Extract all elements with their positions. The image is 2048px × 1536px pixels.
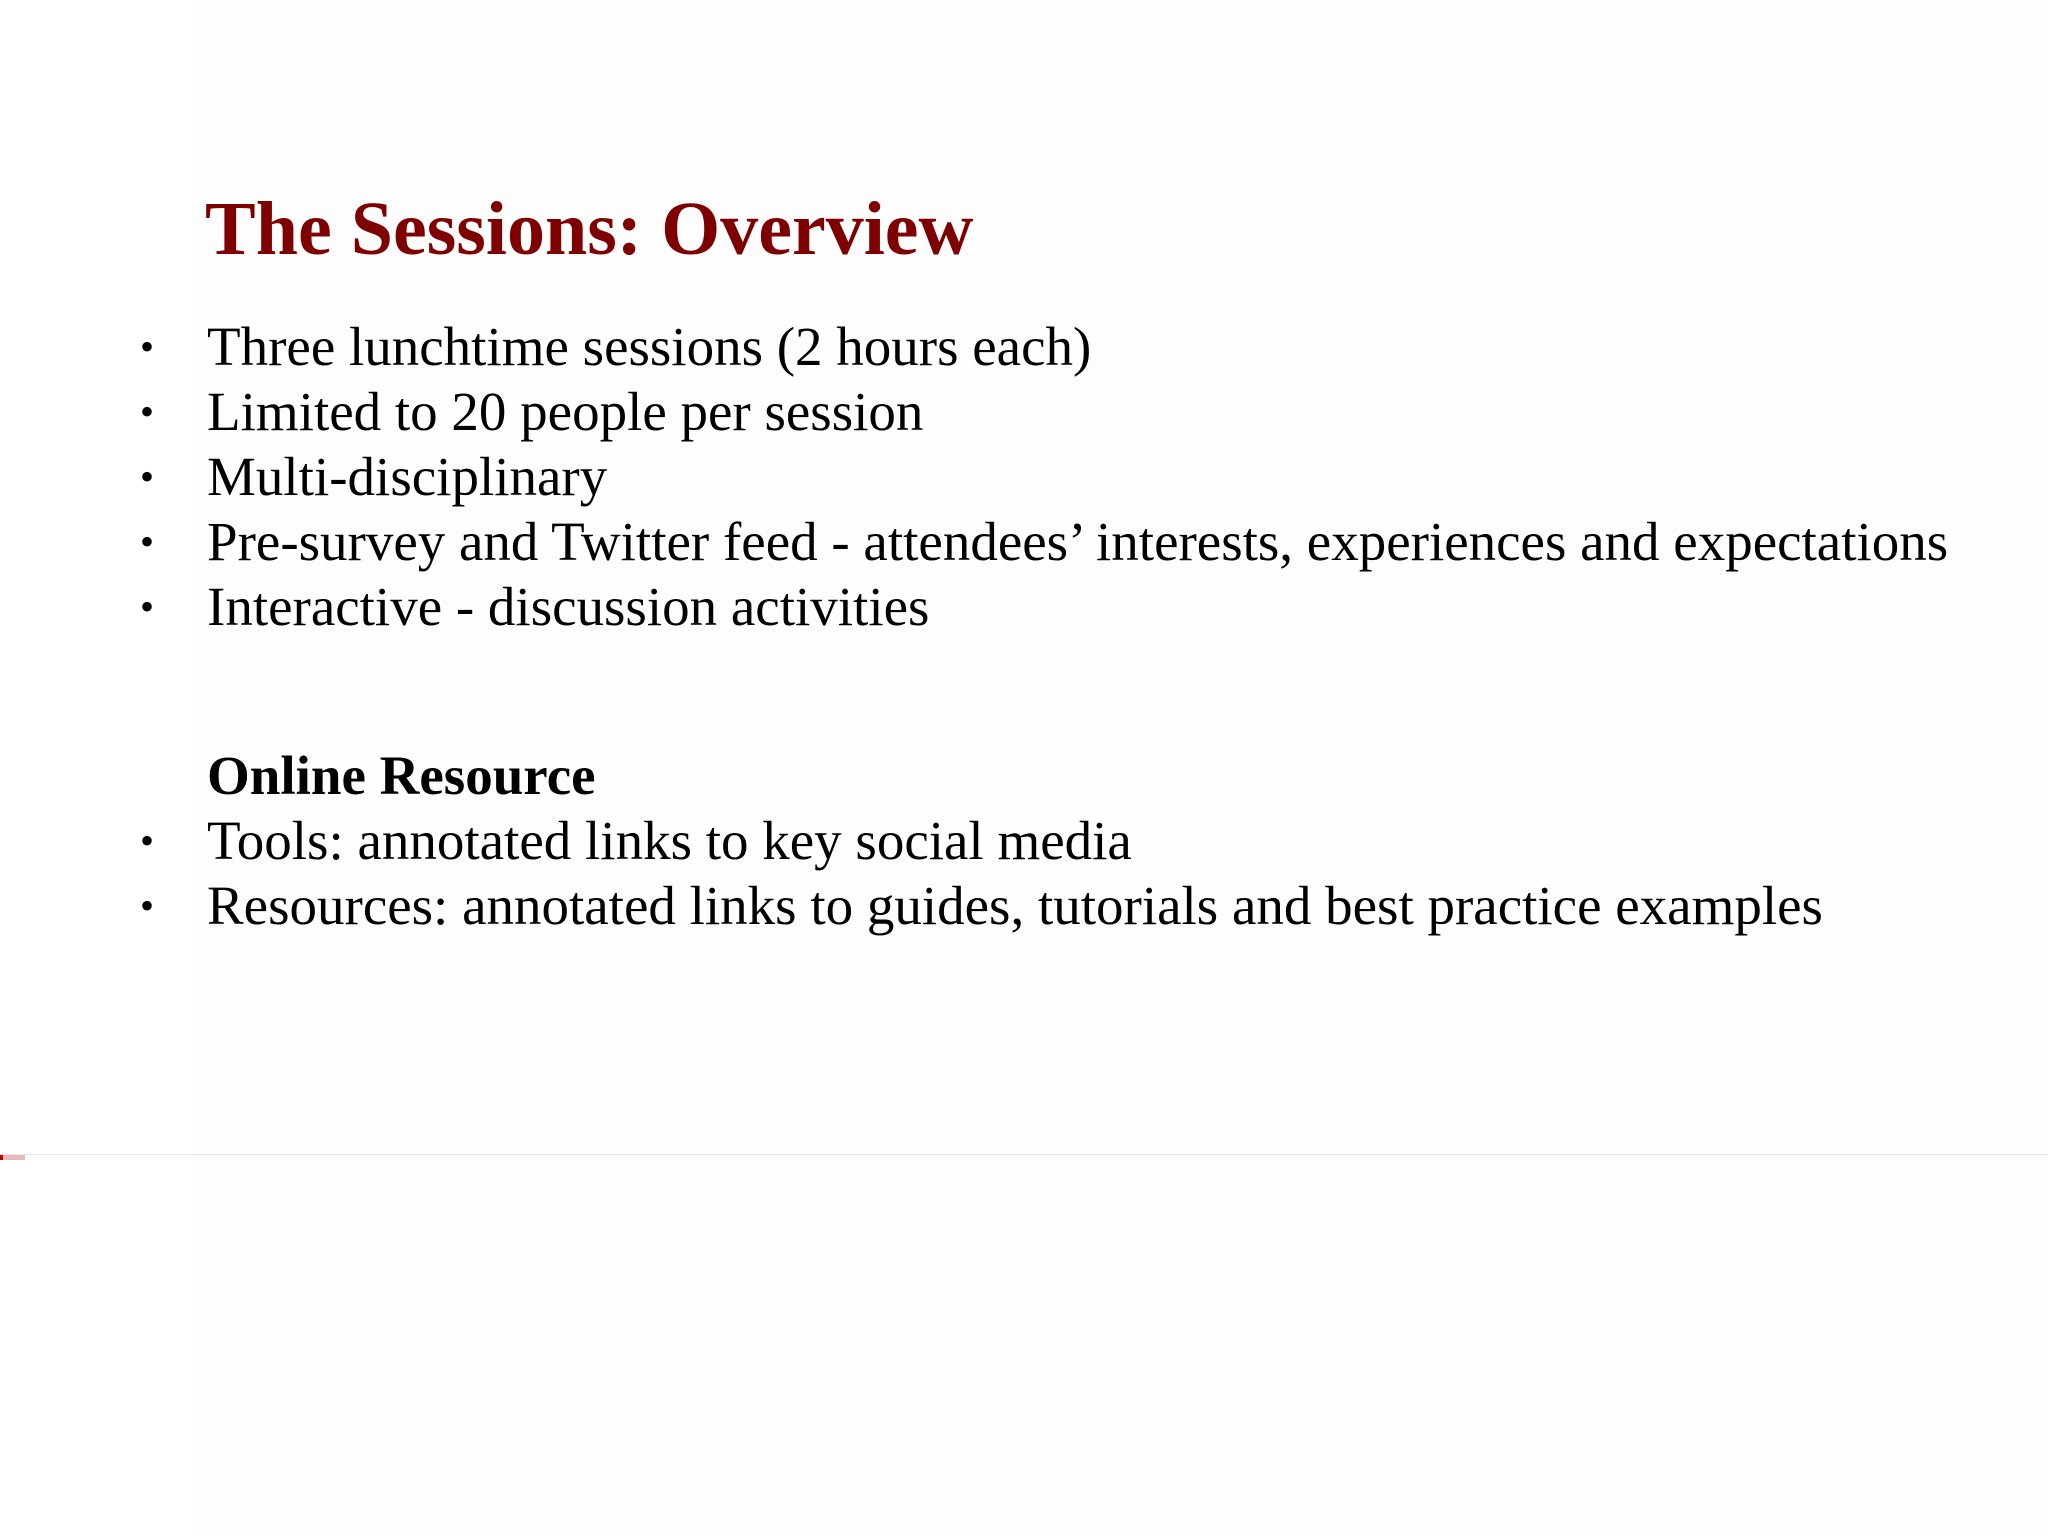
bullet-item-pre-survey <box>132 509 1992 574</box>
slide-bottom-divider <box>0 1154 2048 1155</box>
page-marker-icon <box>0 1155 25 1160</box>
bullet-item-resources <box>132 873 2012 938</box>
bullet-text: Resources: annotated links to guides, tutorials and best practice examples <box>207 875 1823 936</box>
resources-bullet-list <box>132 808 2012 938</box>
bullet-marker: • <box>139 454 154 499</box>
bullet-marker: • <box>139 389 154 434</box>
bullet-text: Three lunchtime sessions (2 hours each) <box>207 316 1092 377</box>
bullet-text: Pre-survey and Twitter feed - attendees’ interests, experiences and expectations <box>207 511 1949 572</box>
bullet-marker: • <box>139 584 154 629</box>
bullet-item-sessions <box>132 314 1992 379</box>
bullet-item-tools <box>132 808 2012 873</box>
slide-title: The Sessions: Overview <box>205 187 974 271</box>
bullet-marker: • <box>139 324 154 369</box>
bullet-item-disciplines <box>132 444 1992 509</box>
bullet-text: Tools: annotated links to key social media <box>207 810 1132 871</box>
bullet-marker: • <box>139 519 154 564</box>
section-heading-online-resource: Online Resource <box>207 745 596 806</box>
bullet-item-interactive <box>132 574 1992 639</box>
left-margin <box>0 0 192 1536</box>
sessions-bullet-list <box>132 314 1992 639</box>
bullet-item-capacity <box>132 379 1992 444</box>
bullet-marker: • <box>139 883 154 928</box>
bullet-text: Limited to 20 people per session <box>207 381 924 442</box>
bullet-text: Multi-disciplinary <box>207 446 608 507</box>
bullet-marker: • <box>139 818 154 863</box>
bullet-text: Interactive - discussion activities <box>207 576 930 637</box>
